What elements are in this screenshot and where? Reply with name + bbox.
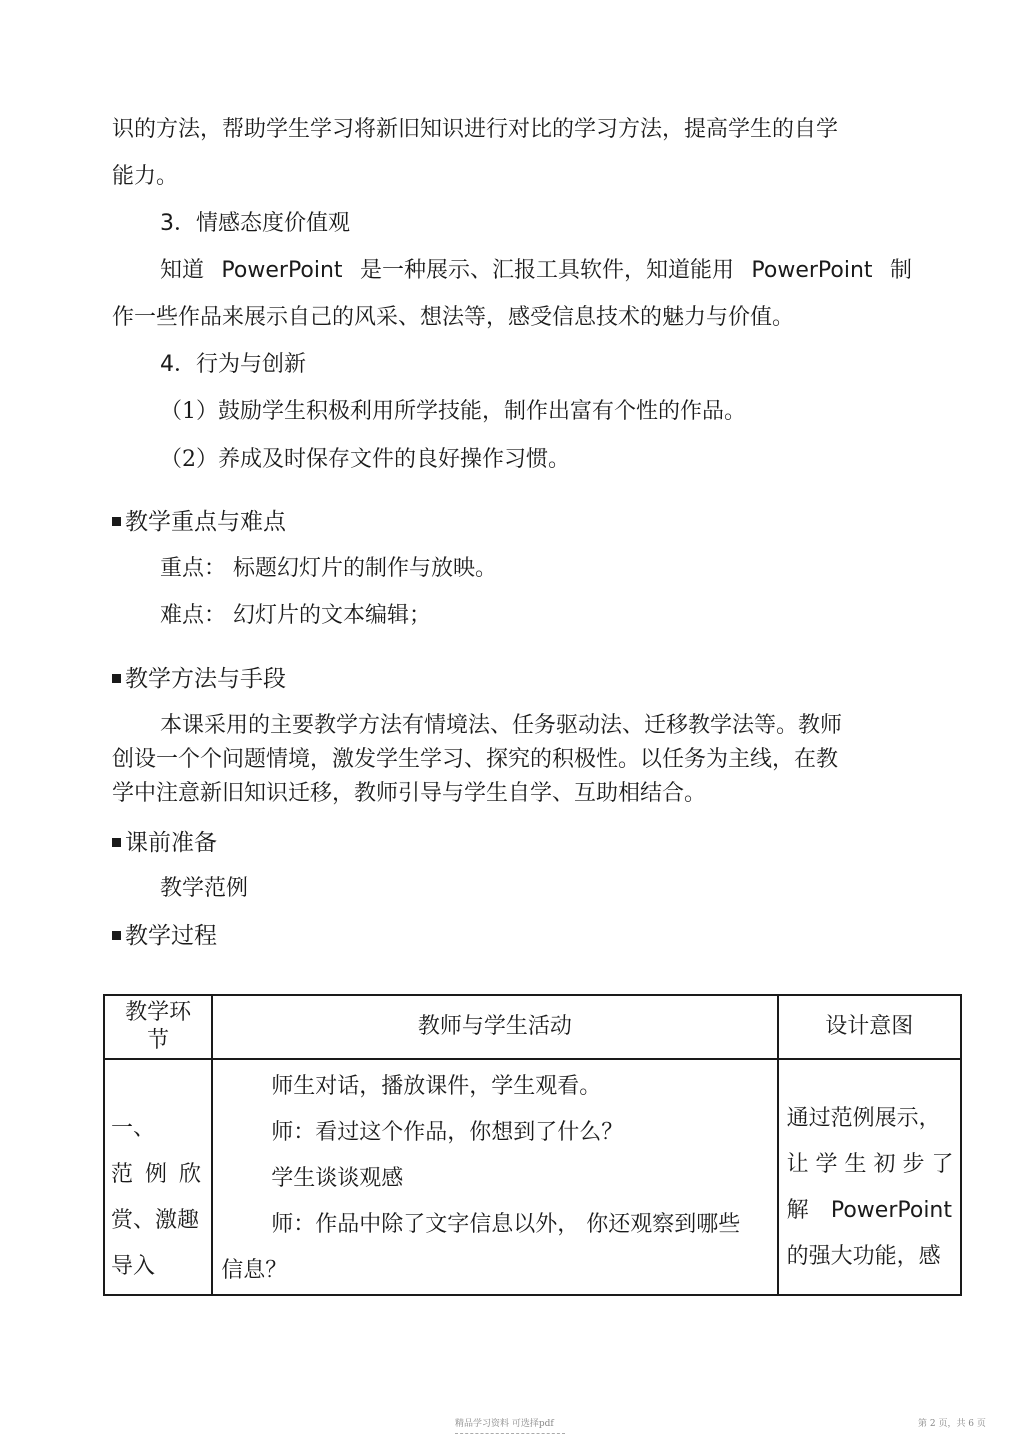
header-cell [212, 995, 777, 1059]
header-intent: 设计意图 [825, 1014, 914, 1039]
intent-line: 让 学 生 初 步 了 [786, 1152, 954, 1177]
text-segment: 是一种展示、汇报工具软件，知道能用 [359, 258, 734, 283]
text-line: 教学范例 [160, 876, 249, 901]
text-segment: PowerPoint [221, 258, 343, 283]
subsection-title: 行为与创新 [196, 352, 307, 377]
stage-cell [104, 1059, 212, 1295]
header-cell [104, 995, 212, 1059]
header-text: 节 [147, 1028, 170, 1053]
list-item: （2）养成及时保存文件的良好操作习惯。 [160, 447, 570, 472]
intent-line: 通过范例展示， [786, 1106, 941, 1131]
subsection-title: 情感态度价值观 [196, 211, 351, 236]
stage-text: 一、 [111, 1116, 156, 1141]
intent-segment: PowerPoint [830, 1198, 952, 1223]
activity-line: 师生对话，播放课件，学生观看。 [271, 1074, 602, 1099]
square-bullet-icon [112, 674, 121, 683]
page-number: 第 2 页，共 6 页 [918, 1419, 986, 1429]
header-cell [778, 995, 961, 1059]
intent-line: 的强大功能，感 [786, 1244, 941, 1269]
difficult-point: 难点： 幻灯片的文本编辑； [160, 603, 431, 628]
text-line: 识的方法，帮助学生学习将新旧知识进行对比的学习方法，提高学生的自学 [112, 117, 839, 142]
header-stage [105, 996, 211, 1058]
stage-text: 范 例 欣 [111, 1162, 201, 1187]
activity-line: 学生谈谈观感 [271, 1166, 404, 1191]
subsection-heading [160, 210, 350, 238]
stage-text: 赏、激趣 [111, 1208, 200, 1233]
text-line: 本课采用的主要教学方法有情境法、任务驱动法、迁移教学法等。教师 [160, 713, 843, 738]
section-heading [112, 829, 217, 857]
section-heading [112, 508, 286, 536]
text-segment: PowerPoint [751, 258, 873, 283]
square-bullet-icon [112, 931, 121, 940]
list-item: （1）鼓励学生积极利用所学技能，制作出富有个性的作品。 [160, 399, 746, 424]
section-title: 课前准备 [125, 830, 217, 856]
text-line: 学中注意新旧知识迁移，教师引导与学生自学、互助相结合。 [112, 781, 707, 806]
intent-segment: 解 [786, 1198, 809, 1223]
section-title: 教学方法与手段 [125, 666, 286, 692]
subsection-number: 4． [160, 352, 196, 377]
section-title: 教学重点与难点 [125, 509, 286, 535]
intent-cell [778, 1059, 961, 1295]
text-line [160, 257, 912, 285]
activity-line: 师：看过这个作品，你想到了什么？ [271, 1120, 624, 1145]
table-header-row [104, 995, 961, 1059]
teaching-process-table [103, 994, 962, 1296]
footer-left: 精品学习资料 可选择pdf [455, 1419, 554, 1429]
text-line: 创设一个个问题情境，激发学生学习、探究的积极性。以任务为主线，在教 [112, 747, 839, 772]
activity-line: 信息？ [221, 1258, 288, 1283]
section-heading [112, 922, 217, 950]
header-activity: 教师与学生活动 [417, 1014, 572, 1039]
stage-text: 导入 [111, 1254, 156, 1279]
square-bullet-icon [112, 838, 121, 847]
square-bullet-icon [112, 517, 121, 526]
intent-line [787, 1188, 952, 1234]
activity-line: 师：作品中除了文字信息以外， 你还观察到哪些 [271, 1212, 741, 1237]
text-segment: 知道 [160, 258, 205, 283]
text-line: 作一些作品来展示自己的风采、想法等，感受信息技术的魅力与价值。 [112, 305, 795, 330]
header-text: 教学环 [125, 1000, 192, 1025]
table-row [104, 1059, 961, 1295]
subsection-heading [160, 351, 306, 379]
text-line: 能力。 [112, 164, 179, 189]
text-segment: 制 [889, 258, 912, 283]
section-heading [112, 665, 286, 693]
key-point: 重点： 标题幻灯片的制作与放映。 [160, 556, 497, 581]
subsection-number: 3． [160, 211, 196, 236]
section-title: 教学过程 [125, 923, 217, 949]
activity-cell [212, 1059, 777, 1295]
footer-divider [455, 1433, 565, 1434]
